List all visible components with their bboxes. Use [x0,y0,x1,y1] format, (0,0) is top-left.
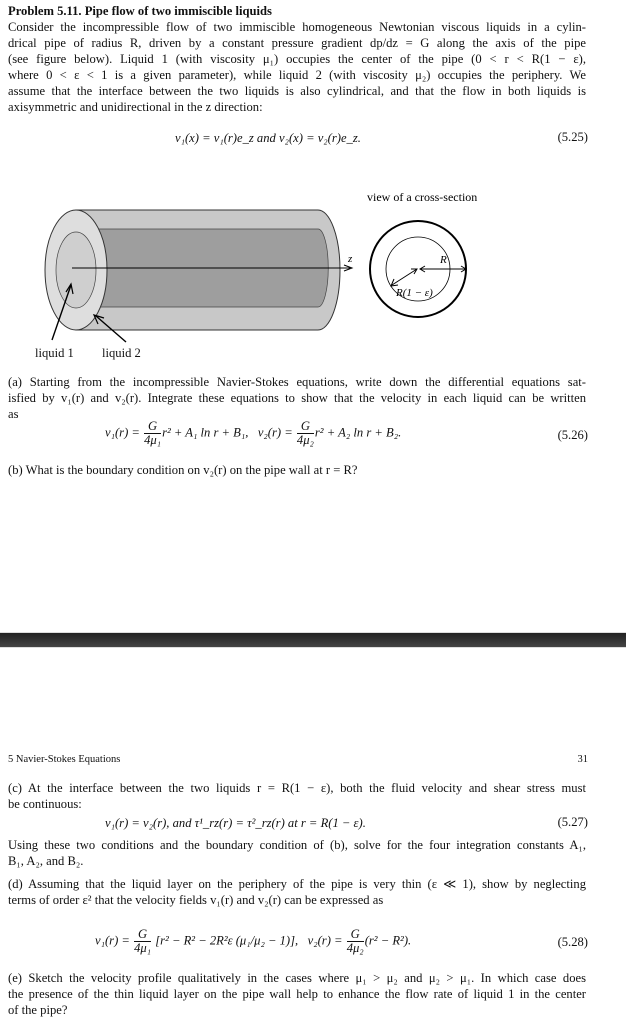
page-separator [0,632,626,648]
radius-label: R [440,254,447,266]
z-axis-label: z [348,253,353,265]
eq-rest: r² + A₂ ln r + B₂. [314,425,402,440]
intro-line: Consider the incompressible flow of two immiscible homogeneous Newtonian viscous liquids in a cylin- [8,20,586,34]
denominator: 4μ₂ [346,941,364,955]
using-line: B₁, A₂, and B₂. [8,854,84,868]
denominator: 4μ₁ [134,941,152,955]
pipe-figure [0,180,626,360]
denominator: 4μ₁ [144,433,162,447]
problem-title: Problem 5.11. Pipe flow of two immiscible liquids [8,4,272,18]
equation-number: (5.25) [557,130,588,144]
page-number: 31 [577,754,588,765]
part-d-line: (d) Assuming that the liquid layer on the periphery of the pipe is very thin (ε ≪ 1), show by neglecting [8,877,586,891]
liquid-2-label: liquid 2 [102,346,141,360]
intro-line: assume that the interface between the two liquids is also cylindrical, and that the flow in both liquids is [8,84,586,98]
fraction [134,928,151,955]
running-header: 5 Navier-Stokes Equations [8,754,121,765]
fraction [144,420,161,447]
intro-line: (see figure below). Liquid 1 (with viscosity μ₁) occupies the center of the pipe (0 < r < R(1 − ε), [8,52,586,66]
equation-5-28 [95,928,411,955]
numerator: G [144,420,161,434]
equation-5-27: v₁(r) = v₂(r), and τ¹_rz(r) = τ²_rz(r) at r = R(1 − ε). [105,816,366,830]
intro-line: axisymmetric and unidirectional in the z direction: [8,100,263,114]
denominator: 4μ₂ [296,433,314,447]
equation-5-25: v₁(x) = v₁(r)e_z and v₂(x) = v₂(r)e_z. [175,131,361,145]
part-e-line: (e) Sketch the velocity profile qualitatively in the cases where μ₁ > μ₂ and μ₂ > μ₁. In which case does [8,971,586,985]
cross-section-caption: view of a cross-section [367,190,478,204]
part-c-line: be continuous: [8,797,82,811]
eq-lhs: v₁(r) = [105,425,140,440]
part-e-line: the presence of the thin liquid layer on the pipe wall help to enhance the flow rate of liquid 1 in the center [8,987,586,1001]
equation-number: (5.28) [557,935,588,949]
part-a-line: isfied by v₁(r) and v₂(r). Integrate these equations to show that the velocity in each liquid can be written [8,391,586,405]
equation-5-26 [105,420,401,447]
liquid-1-label: liquid 1 [35,346,74,360]
equation-number: (5.26) [557,428,588,442]
eq-bracket: [r² − R² − 2R²ε (μ₁/μ₂ − 1)], [155,933,299,948]
inner-radius-label: R(1 − ε) [396,287,433,299]
eq-rest: (r² − R²). [364,933,412,948]
part-e-line: of the pipe? [8,1003,68,1017]
part-b: (b) What is the boundary condition on v₂(r) on the pipe wall at r = R? [8,463,358,477]
using-line: Using these two conditions and the boundary condition of (b), solve for the four integration constants A₁, [8,838,586,852]
part-a-line: as [8,407,19,421]
eq-lhs: v₂(r) = [307,933,343,948]
numerator: G [297,420,314,434]
numerator: G [134,928,151,942]
part-c-line: (c) At the interface between the two liquids r = R(1 − ε), both the fluid velocity and shear stress must [8,781,586,795]
numerator: G [347,928,364,942]
intro-line: where 0 < ε < 1 is a given parameter), while liquid 2 (with viscosity μ₂) occupies the periphery. We [8,68,586,82]
eq-lhs: v₂(r) = [257,425,293,440]
fraction [297,420,314,447]
eq-rest: r² + A₁ ln r + B₁, [162,425,249,440]
fraction [347,928,364,955]
equation-number: (5.27) [557,815,588,829]
part-a-line: (a) Starting from the incompressible Navier-Stokes equations, write down the differential equations sat- [8,375,586,389]
part-d-line: terms of order ε² that the velocity fields v₁(r) and v₂(r) can be expressed as [8,893,384,907]
eq-lhs: v₁(r) = [95,933,130,948]
intro-line: drical pipe of radius R, driven by a constant pressure gradient dp/dz = G along the axis of the pipe [8,36,586,50]
